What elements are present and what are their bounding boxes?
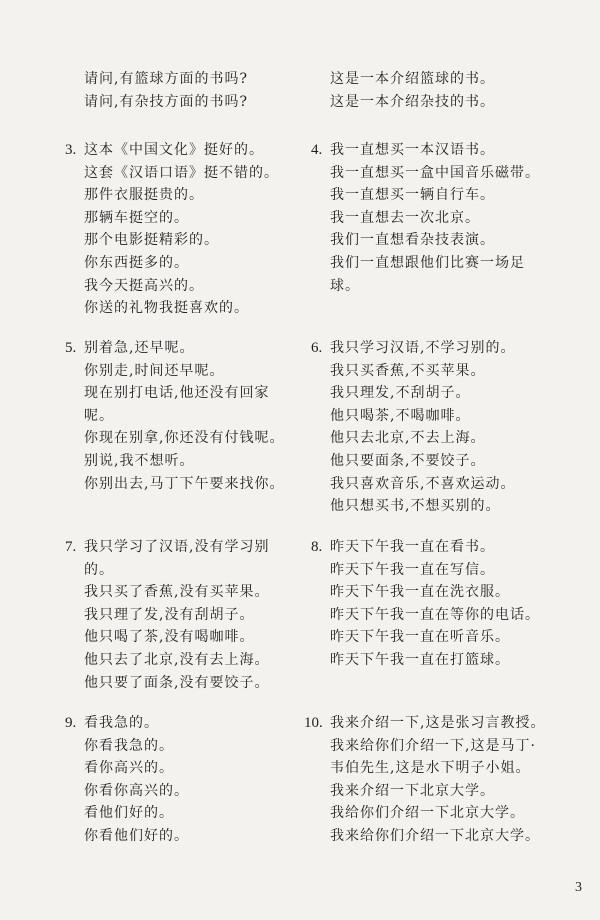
sentence-line: 这本《中国文化》挺好的。: [84, 142, 264, 158]
sentence-line: 看我急的。: [84, 715, 159, 731]
example-group: [330, 68, 495, 113]
sentence-line: 我一直想去一次北京。: [330, 209, 480, 226]
item-number: 4.: [311, 142, 323, 158]
sentence-line: 呢。: [84, 407, 114, 424]
example-group: [311, 536, 540, 672]
sentence-line: 现在别打电话,他还没有回家: [84, 385, 270, 402]
sentence-line: 那件衣服挺贵的。: [84, 187, 204, 204]
sentence-line: 你看他们好的。: [84, 827, 189, 844]
sentence-line: 我来介绍一下,这是张习言教授。: [330, 715, 546, 731]
example-group: [65, 536, 270, 694]
sentence-line: 请问,有杂技方面的书吗?: [84, 93, 248, 110]
item-number: 9.: [65, 715, 77, 731]
sentence-line: 我只学习了汉语,没有学习别: [84, 539, 270, 555]
sentence-line: 昨天下午我一直在洗衣服。: [330, 584, 510, 601]
page-number: 3: [575, 880, 582, 895]
sentence-line: 我只买了香蕉,没有买苹果。: [84, 584, 270, 601]
sentence-line: 那个电影挺精彩的。: [84, 232, 219, 249]
sentence-line: 我一直想买一本汉语书。: [330, 142, 495, 158]
sentence-line: 你看你高兴的。: [84, 782, 189, 799]
example-group: [84, 68, 248, 113]
sentence-line: 我一直想买一辆自行车。: [330, 187, 495, 204]
item-number: 7.: [65, 539, 77, 555]
sentence-line: 他只要面条,不要饺子。: [330, 452, 486, 469]
sentence-line: 昨天下午我一直在听音乐。: [330, 629, 510, 646]
item-number: 3.: [65, 142, 77, 158]
sentence-line: 你送的礼物我挺喜欢的。: [84, 300, 249, 317]
sentence-line: 昨天下午我一直在写信。: [330, 561, 495, 578]
sentence-line: 我只学习汉语,不学习别的。: [330, 340, 516, 356]
sentence-line: 我给你们介绍一下北京大学。: [330, 805, 525, 822]
sentence-line: 你别走,时间还早呢。: [84, 362, 225, 379]
sentence-line: 我只喜欢音乐,不喜欢运动。: [330, 475, 516, 492]
example-group: [311, 337, 516, 518]
sentence-line: 他只想买书,不想买别的。: [330, 498, 501, 515]
sentence-line: 我只买香蕉,不买苹果。: [330, 362, 486, 379]
sentence-line: 的。: [84, 561, 114, 578]
sentence-line: 看你高兴的。: [84, 760, 174, 777]
sentence-line: 别说,我不想听。: [84, 452, 195, 469]
sentence-line: 你现在别拿,你还没有付钱呢。: [84, 430, 285, 447]
sentence-line: 那辆车挺空的。: [84, 209, 189, 226]
item-number: 6.: [311, 340, 323, 356]
example-group: [65, 139, 279, 320]
sentence-line: 我来介绍一下北京大学。: [330, 782, 495, 799]
sentence-line: 我来给你们介绍一下,这是马丁·: [330, 737, 536, 754]
sentence-line: 你看我急的。: [84, 737, 174, 754]
example-group: [311, 139, 540, 297]
sentence-line: 别着急,还早呢。: [84, 340, 195, 356]
sentence-line: 这套《汉语口语》挺不错的。: [84, 164, 279, 181]
sentence-line: 他只去北京,不去上海。: [330, 430, 486, 447]
sentence-line: 韦伯先生,这是水下明子小姐。: [330, 760, 531, 777]
sentence-line: 我来给你们介绍一下北京大学。: [330, 827, 540, 844]
sentence-line: 我只理了发,没有刮胡子。: [84, 606, 255, 623]
sentence-line: 他只去了北京,没有去上海。: [84, 651, 270, 668]
sentence-line: 他只喝茶,不喝咖啡。: [330, 407, 471, 424]
sentence-line: 你东西挺多的。: [84, 254, 189, 271]
sentence-line: 看他们好的。: [84, 805, 174, 822]
sentence-line: 请问,有篮球方面的书吗?: [84, 71, 248, 87]
sentence-line: 我们一直想看杂技表演。: [330, 232, 495, 249]
sentence-line: 我今天挺高兴的。: [84, 277, 204, 294]
item-number: 5.: [65, 340, 77, 356]
sentence-line: 昨天下午我一直在打篮球。: [330, 651, 510, 668]
sentence-line: 我一直想买一盒中国音乐磁带。: [330, 164, 540, 181]
sentence-line: 他只喝了茶,没有喝咖啡。: [84, 629, 255, 646]
sentence-line: 你别出去,马丁下午要来找你。: [84, 475, 285, 492]
item-number: 10.: [304, 715, 323, 731]
sentence-line: 他只要了面条,没有要饺子。: [84, 674, 270, 691]
example-group: [304, 712, 546, 848]
item-number: 8.: [311, 539, 323, 555]
sentence-line: 这是一本介绍篮球的书。: [330, 71, 495, 87]
sentence-line: 我们一直想跟他们比赛一场足: [330, 254, 525, 271]
sentence-line: 昨天下午我一直在等你的电话。: [330, 606, 540, 623]
sentence-line: 球。: [330, 277, 360, 294]
sentence-line: 我只理发,不刮胡子。: [330, 385, 471, 402]
example-group: [65, 712, 189, 848]
sentence-line: 昨天下午我一直在看书。: [330, 539, 495, 555]
example-group: [65, 337, 285, 495]
sentence-line: 这是一本介绍杂技的书。: [330, 93, 495, 110]
